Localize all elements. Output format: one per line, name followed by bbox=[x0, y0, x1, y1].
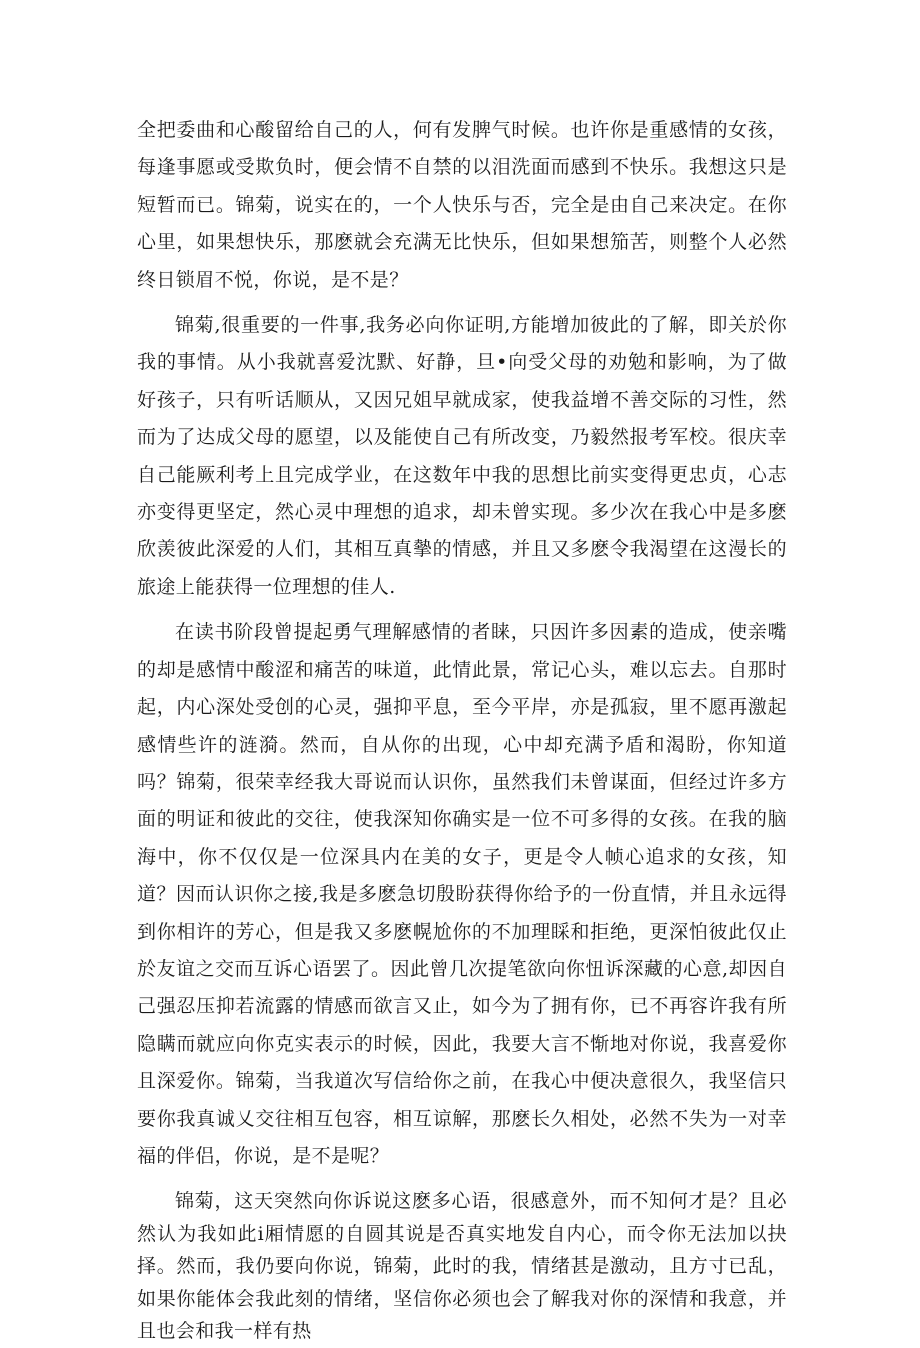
paragraph-2: 锦菊,很重要的一件事,我务必向你证明,方能增加彼此的了解，即关於你我的事情。从小我就喜爱沈默、好静，旦•向受父母的劝勉和影响，为了做好孩子，只有听话顺从，又因兄姐早就成家，使我益增不善交际的习性，然而为了达成父母的愿望，以及能使自己有所改变，乃毅然报考军校。很庆幸自己能厥利考上且完成学业，在这数年中我的思想比前实变得更忠贞，心志亦变得更坚定，然心灵中理想的追求，却未曾实现。多少次在我心中是多麽欣羡彼此深爱的人们，其相互真摰的情感，并且又多麽令我渴望在这漫长的旅途上能获得一位理想的佳人. bbox=[137, 314, 787, 598]
paragraph-4: 锦菊，这天突然向你诉说这麽多心语，很感意外，而不知何才是？且必然认为我如此i厢情愿的自圆其说是否真实地发自内心，而令你无法加以抉择。然而，我仍要向你说，锦菊，此时的我，情绪甚是激动，且方寸已乱，如果你能体会我此刻的情绪，坚信你必须也会了解我对你的深情和我意，并且也会和我一样有热 bbox=[137, 1190, 787, 1343]
paragraph-1: 全把委曲和心酸留给自己的人，何有发脾气时候。也许你是重感情的女孩，每逢事愿或受欺负时，便会情不自禁的以泪洗面而感到不快乐。我想这只是短暂而已。锦菊，说实在的，一个人快乐与否，完全是由自己来决定。在你心里，如果想快乐，那麽就会充满无比快乐，但如果想笳苦，则整个人必然终日锁眉不悦，你说，是不是？ bbox=[137, 119, 787, 291]
paragraph-3: 在读书阶段曾提起勇气理解感情的者睐，只因许多因素的造成，使亲嘴的却是感情中酸涩和痛苦的味道，此情此景，常记心头，难以忘去。自那时起，内心深处受创的心灵，强抑平息，至今平岸，亦是孤寂，里不愿再激起感情些许的涟漪。然而，自从你的出现，心中却充满予盾和渴盼，你知道吗？锦菊，很荣幸经我大哥说而认识你，虽然我们未曾谋面，但经过许多方面的明证和彼此的交往，使我深知你确实是一位不可多得的女孩。在我的脑海中，你不仅仅是一位深具内在美的女子，更是令人帧心追求的女孩，知道？因而认识你之接,我是多麽急切殷盼获得你给予的一份直情，并且永远得到你相许的芳心，但是我又多麽幌尬你的不加理睬和拒绝，更深怕彼此仅止於友谊之交而互诉心语罢了。因此曾几次提笔欲向你忸诉深藏的心意,却因自己强忍压抑若流露的情感而欲言又止，如今为了拥有你，已不再容许我有所隐瞒而就应向你克实表示的时候，因此，我要大言不惭地对你说，我喜爱你且深爱你。锦菊，当我道次写信给你之前，在我心中便决意很久，我坚信只要你我真诚乂交往相互包容，相互谅解，那麽长久相处，必然不失为一对幸福的伴侣，你说，是不是呢？ bbox=[137, 621, 787, 1167]
letter-page bbox=[137, 112, 787, 1348]
